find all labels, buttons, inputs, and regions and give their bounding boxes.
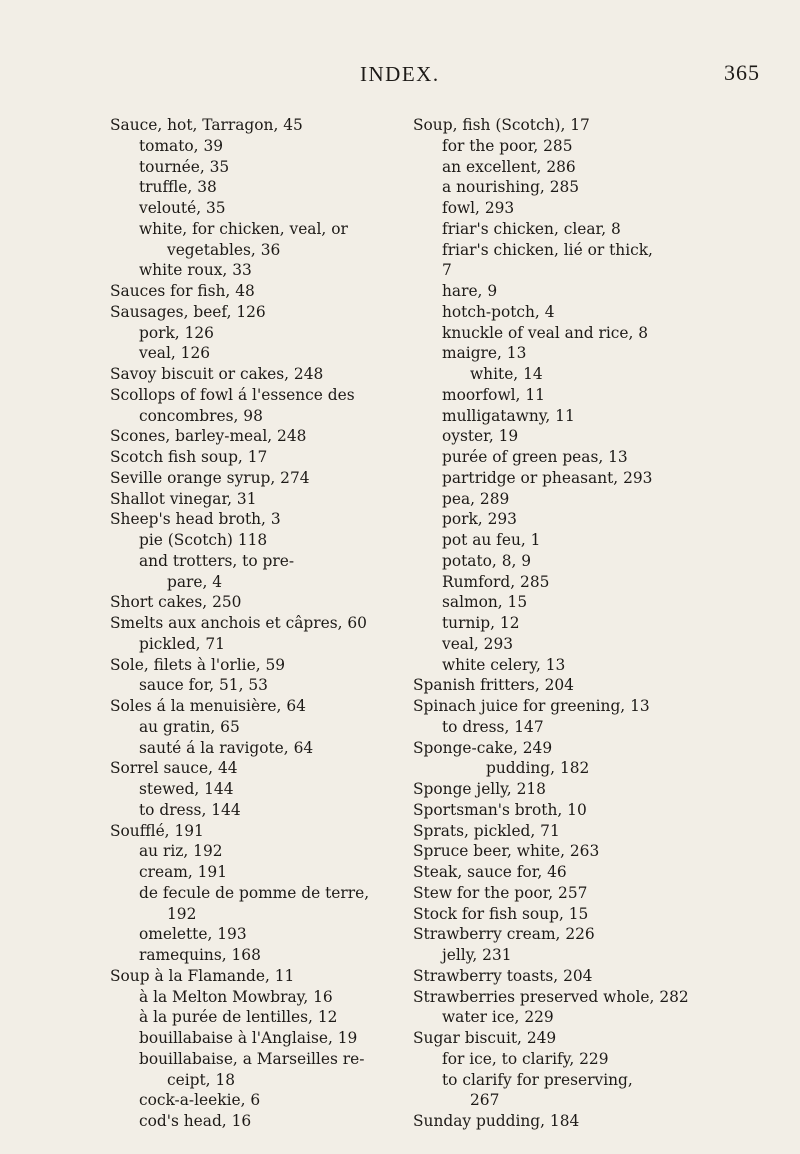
index-entry: 267	[470, 1091, 500, 1110]
index-entry: Sausages, beef, 126	[110, 302, 266, 321]
index-entry: Scotch fish soup, 17	[110, 448, 268, 466]
index-entry: to dress, 144	[139, 800, 241, 819]
index-entry: hotch-potch, 4	[442, 302, 555, 321]
index-entry: 192	[167, 904, 197, 923]
index-entry: Scones, barley-meal, 248	[110, 427, 307, 446]
index-entry: cock-a-leekie, 6	[139, 1091, 261, 1110]
index-entry: an excellent, 286	[442, 157, 576, 176]
index-entry: bouillabaise, a Marseilles re-	[139, 1049, 365, 1068]
index-entry: white, 14	[470, 365, 543, 383]
index-entry: moorfowl, 11	[442, 385, 545, 404]
index-entry: à la purée de lentilles, 12	[139, 1008, 338, 1027]
index-entry: Sponge-cake, 249	[413, 738, 553, 757]
index-entry: Sorrel sauce, 44	[110, 759, 238, 778]
index-entry: Stock for fish soup, 15	[413, 904, 589, 923]
index-entry: and trotters, to pre-	[139, 551, 295, 570]
index-entry: oyster, 19	[442, 427, 519, 446]
index-entry: velouté, 35	[139, 199, 226, 217]
index-entry: ramequins, 168	[139, 946, 261, 964]
index-entry: Sugar biscuit, 249	[413, 1029, 557, 1047]
index-entry: pudding, 182	[486, 759, 590, 778]
index-entry: Soup à la Flamande, 11	[110, 966, 295, 985]
index-entry: partridge or pheasant, 293	[442, 468, 653, 487]
page-number: 365	[724, 60, 760, 85]
index-entry: Soup, fish (Scotch), 17	[413, 116, 590, 134]
index-entry: Strawberry toasts, 204	[413, 966, 593, 985]
index-entry: Sprats, pickled, 71	[413, 821, 560, 840]
index-entry: friar's chicken, clear, 8	[442, 219, 621, 238]
index-entry: pie (Scotch) 118	[139, 531, 268, 549]
index-entry: au riz, 192	[139, 842, 223, 861]
index-entry: jelly, 231	[442, 946, 512, 964]
index-entry: Spanish fritters, 204	[413, 676, 574, 695]
index-entry: pot au feu, 1	[442, 531, 541, 549]
index-entry: tournée, 35	[139, 157, 230, 176]
index-entry: knuckle of veal and rice, 8	[442, 323, 649, 342]
index-entry: stewed, 144	[139, 780, 234, 798]
index-entry: pork, 126	[139, 323, 214, 342]
index-entry: purée of green peas, 13	[442, 448, 628, 466]
index-entry: to clarify for preserving,	[442, 1070, 633, 1089]
index-entry: Sole, filets à l'orlie, 59	[110, 655, 286, 674]
index-column-left	[110, 115, 410, 1132]
index-entry: white, for chicken, veal, or	[139, 219, 348, 238]
index-entry: pickled, 71	[139, 634, 225, 653]
index-entry: de fecule de pomme de terre,	[139, 883, 370, 902]
index-column-right	[413, 115, 713, 1132]
index-entry: Steak, sauce for, 46	[413, 863, 567, 881]
index-entry: a nourishing, 285	[442, 178, 580, 197]
index-entry: Seville orange syrup, 274	[110, 468, 310, 487]
index-entry: Short cakes, 250	[110, 593, 242, 612]
index-entry: Sauces for fish, 48	[110, 282, 255, 300]
index-entry: vegetables, 36	[167, 240, 281, 259]
page-header	[0, 62, 800, 92]
running-title: INDEX.	[360, 62, 440, 86]
index-entry: omelette, 193	[139, 925, 247, 944]
index-entry: Smelts aux anchois et câpres, 60	[110, 614, 367, 632]
index-entry: Sauce, hot, Tarragon, 45	[110, 116, 303, 134]
index-entry: Stew for the poor, 257	[413, 883, 588, 902]
index-entry: to dress, 147	[442, 717, 544, 736]
index-entry: pea, 289	[442, 489, 510, 508]
index-entry: pare, 4	[167, 572, 223, 591]
index-entry: mulligatawny, 11	[442, 406, 575, 425]
index-entry: for the poor, 285	[442, 136, 573, 155]
index-entry: au gratin, 65	[139, 717, 240, 736]
index-entry: Sunday pudding, 184	[413, 1112, 580, 1130]
index-entry: friar's chicken, lié or thick,	[442, 240, 653, 259]
index-entry: for ice, to clarify, 229	[442, 1049, 609, 1068]
index-entry: 7	[442, 261, 452, 280]
index-entry: Soles á la menuisière, 64	[110, 697, 306, 715]
index-entry: white celery, 13	[442, 655, 566, 674]
index-entry: salmon, 15	[442, 593, 528, 612]
index-entry: turnip, 12	[442, 614, 520, 632]
index-entry: potato, 8, 9	[442, 551, 532, 570]
index-entry: Soufflé, 191	[110, 821, 204, 840]
index-entry: Scollops of fowl á l'essence des	[110, 385, 355, 404]
index-entry: veal, 126	[139, 344, 211, 363]
index-entry: Shallot vinegar, 31	[110, 489, 257, 508]
index-entry: white roux, 33	[139, 261, 252, 280]
index-entry: Rumford, 285	[442, 572, 550, 591]
index-entry: truffle, 38	[139, 178, 217, 197]
index-entry: cream, 191	[139, 863, 228, 881]
index-entry: Spinach juice for greening, 13	[413, 697, 650, 715]
index-entry: bouillabaise à l'Anglaise, 19	[139, 1029, 358, 1047]
index-entry: veal, 293	[442, 634, 514, 653]
index-entry: concombres, 98	[139, 406, 263, 425]
index-entry: Sponge jelly, 218	[413, 780, 546, 798]
index-entry: Spruce beer, white, 263	[413, 842, 600, 861]
index-entry: ceipt, 18	[167, 1070, 236, 1089]
index-entry: sauté á la ravigote, 64	[139, 738, 314, 757]
index-entry: cod's head, 16	[139, 1112, 252, 1130]
index-entry: Strawberries preserved whole, 282	[413, 987, 689, 1006]
index-entry: tomato, 39	[139, 136, 224, 155]
index-entry: à la Melton Mowbray, 16	[139, 987, 333, 1006]
index-entry: Sheep's head broth, 3	[110, 510, 281, 529]
index-entry: maigre, 13	[442, 344, 527, 363]
index-entry: sauce for, 51, 53	[139, 676, 268, 695]
index-entry: Sportsman's broth, 10	[413, 800, 587, 819]
index-entry: hare, 9	[442, 282, 498, 300]
index-entry: Strawberry cream, 226	[413, 925, 595, 944]
index-entry: pork, 293	[442, 510, 517, 529]
index-entry: Savoy biscuit or cakes, 248	[110, 365, 324, 383]
index-entry: water ice, 229	[442, 1008, 554, 1027]
index-entry: fowl, 293	[442, 199, 515, 217]
